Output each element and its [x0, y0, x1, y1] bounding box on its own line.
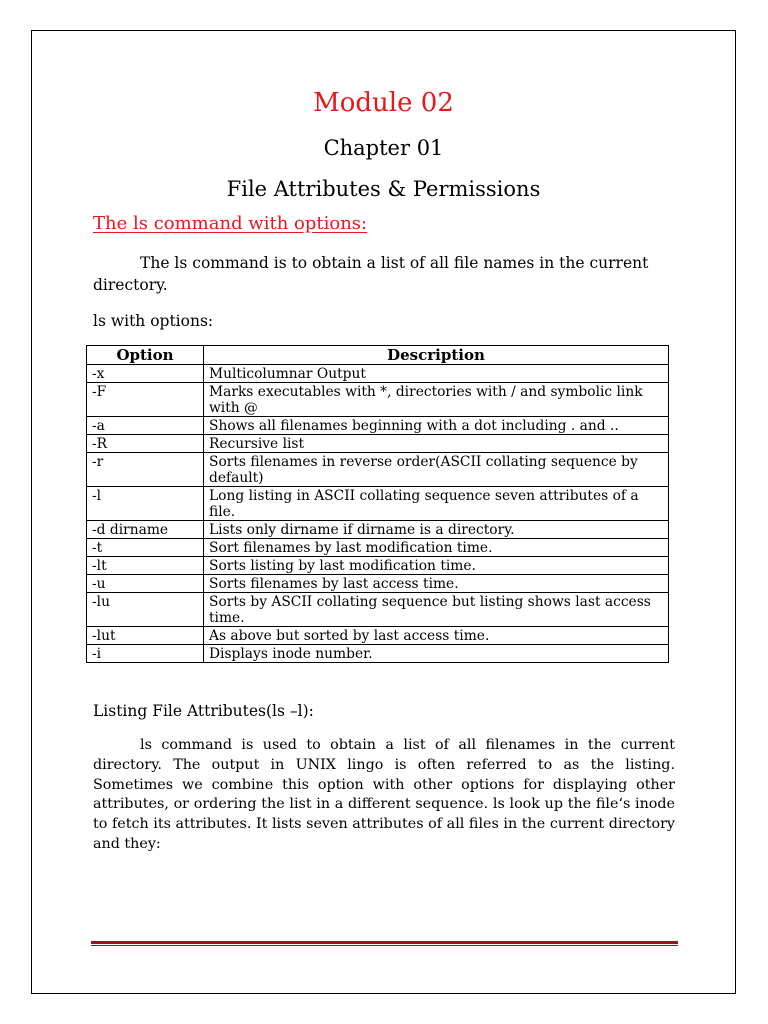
header-description: Description: [204, 346, 669, 365]
header-option: Option: [87, 346, 204, 365]
option-cell: -r: [87, 453, 204, 487]
option-cell: -t: [87, 539, 204, 557]
table-row: [87, 627, 669, 645]
table-row: [87, 557, 669, 575]
footer-rule-thin: [91, 945, 678, 946]
option-cell: -x: [87, 365, 204, 383]
option-cell: -lu: [87, 593, 204, 627]
description-cell: Sorts by ASCII collating sequence but listing shows last access time.: [204, 593, 669, 627]
table-row: [87, 453, 669, 487]
options-table: [86, 345, 669, 663]
table-row: [87, 645, 669, 663]
table-header-row: [87, 346, 669, 365]
table-row: [87, 487, 669, 521]
table-row: [87, 575, 669, 593]
option-cell: -u: [87, 575, 204, 593]
option-cell: -i: [87, 645, 204, 663]
option-cell: -l: [87, 487, 204, 521]
intro-paragraph: The ls command is to obtain a list of all file names in the current directory.: [93, 254, 649, 294]
table-row: [87, 521, 669, 539]
option-cell: -lt: [87, 557, 204, 575]
module-title: Module 02: [313, 88, 454, 118]
description-cell: Lists only dirname if dirname is a directory.: [204, 521, 669, 539]
description-cell: Displays inode number.: [204, 645, 669, 663]
option-cell: -R: [87, 435, 204, 453]
footer-rule-thick: [91, 941, 678, 944]
table-row: [87, 383, 669, 417]
description-cell: As above but sorted by last access time.: [204, 627, 669, 645]
description-cell: Sort filenames by last modification time.: [204, 539, 669, 557]
description-cell: Recursive list: [204, 435, 669, 453]
description-cell: Marks executables with *, directories with / and symbolic link with @: [204, 383, 669, 417]
table-row: [87, 593, 669, 627]
description-cell: Shows all filenames beginning with a dot including . and ..: [204, 417, 669, 435]
description-cell: Multicolumnar Output: [204, 365, 669, 383]
table-row: [87, 365, 669, 383]
option-cell: -d dirname: [87, 521, 204, 539]
description-cell: Long listing in ASCII collating sequence seven attributes of a file.: [204, 487, 669, 521]
option-cell: -F: [87, 383, 204, 417]
description-cell: Sorts filenames by last access time.: [204, 575, 669, 593]
section-title: File Attributes & Permissions: [226, 177, 541, 201]
table-row: [87, 417, 669, 435]
option-cell: -a: [87, 417, 204, 435]
option-cell: -lut: [87, 627, 204, 645]
subheading-ls-command: The ls command with options:: [93, 213, 368, 234]
table-row: [87, 435, 669, 453]
description-cell: Sorts filenames in reverse order(ASCII collating sequence by default): [204, 453, 669, 487]
description-cell: Sorts listing by last modification time.: [204, 557, 669, 575]
listing-heading: Listing File Attributes(ls –l):: [93, 702, 314, 720]
table-row: [87, 539, 669, 557]
listing-paragraph: ls command is used to obtain a list of all filenames in the current directory. The output in UNIX lingo is often referred to as the listing. Sometimes we combine this option with other options for displaying other attributes, or ordering the list in a different sequence. ls look up the file‘s inode to fetch its attributes. It lists seven attributes of all files in the current directory and they:: [93, 737, 675, 852]
chapter-title: Chapter 01: [323, 136, 444, 160]
options-label: ls with options:: [93, 312, 214, 330]
